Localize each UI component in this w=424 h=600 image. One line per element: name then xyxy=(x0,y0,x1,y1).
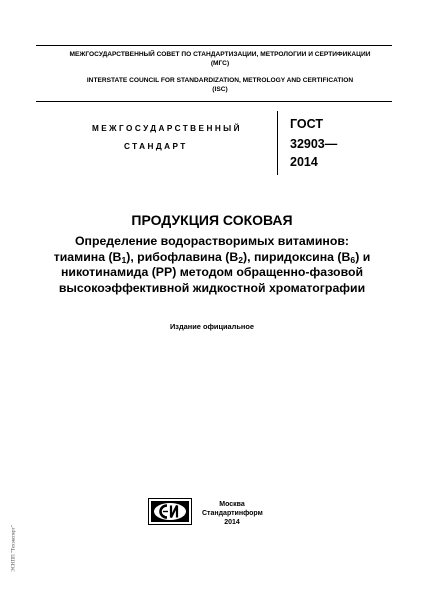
council-en-line-1: INTERSTATE COUNCIL FOR STANDARDIZATION, METROLOGY AND CERTIFICATION xyxy=(86,77,354,84)
subscript-b1: 1 xyxy=(121,254,127,265)
subtitle-and: ) и xyxy=(355,249,371,264)
council-en-abbr: (ISC) xyxy=(212,85,228,93)
standard-label: СТАНДАРТ xyxy=(124,142,188,151)
subscript-b2: 2 xyxy=(238,254,244,265)
publisher-name: Стандартинформ xyxy=(202,510,263,517)
subtitle-pyridoxine: ), пиридоксина (В xyxy=(243,249,351,264)
council-ru-line-1: МЕЖГОСУДАРСТВЕННЫЙ СОВЕТ ПО СТАНДАРТИЗАЦИИ, МЕТРОЛОГИИ И СЕРТИФИКАЦИИ xyxy=(69,51,371,58)
publisher-city: Москва xyxy=(219,501,245,508)
subtitle-line-4: высокоэффективной жидкостной хроматографии xyxy=(58,280,366,295)
subtitle-line-3: никотинамида (РР) методом обращенно-фазовой xyxy=(60,265,364,280)
subtitle-thiamine: тиамина (В xyxy=(53,249,122,264)
council-ru-abbr: (МГС) xyxy=(210,59,230,67)
header-divider xyxy=(277,111,278,175)
gost-label: ГОСТ xyxy=(290,117,323,131)
council-name-en xyxy=(48,77,392,94)
publisher-year: 2014 xyxy=(224,519,240,526)
publisher-block xyxy=(202,500,262,527)
council-name-ru xyxy=(48,51,392,68)
gost-number: 32903— xyxy=(290,137,338,151)
document-title: ПРОДУКЦИЯ СОКОВАЯ xyxy=(131,212,293,228)
top-rule xyxy=(36,45,392,46)
standartinform-logo-icon xyxy=(148,498,192,525)
side-stamp: ЭСНПП "Техэксперт" xyxy=(11,525,17,572)
gost-year: 2014 xyxy=(290,155,318,169)
interstate-label: МЕЖГОСУДАРСТВЕННЫЙ xyxy=(92,124,242,133)
subscript-b6: 6 xyxy=(350,254,356,265)
edition-label: Издание официальное xyxy=(169,322,254,331)
middle-rule xyxy=(36,101,392,102)
subtitle-line-2 xyxy=(24,250,400,266)
subtitle-riboflavin: ), рибофлавина (В xyxy=(126,249,239,264)
document-subtitle xyxy=(24,234,400,296)
subtitle-line-1: Определение водорастворимых витаминов: xyxy=(74,234,350,248)
